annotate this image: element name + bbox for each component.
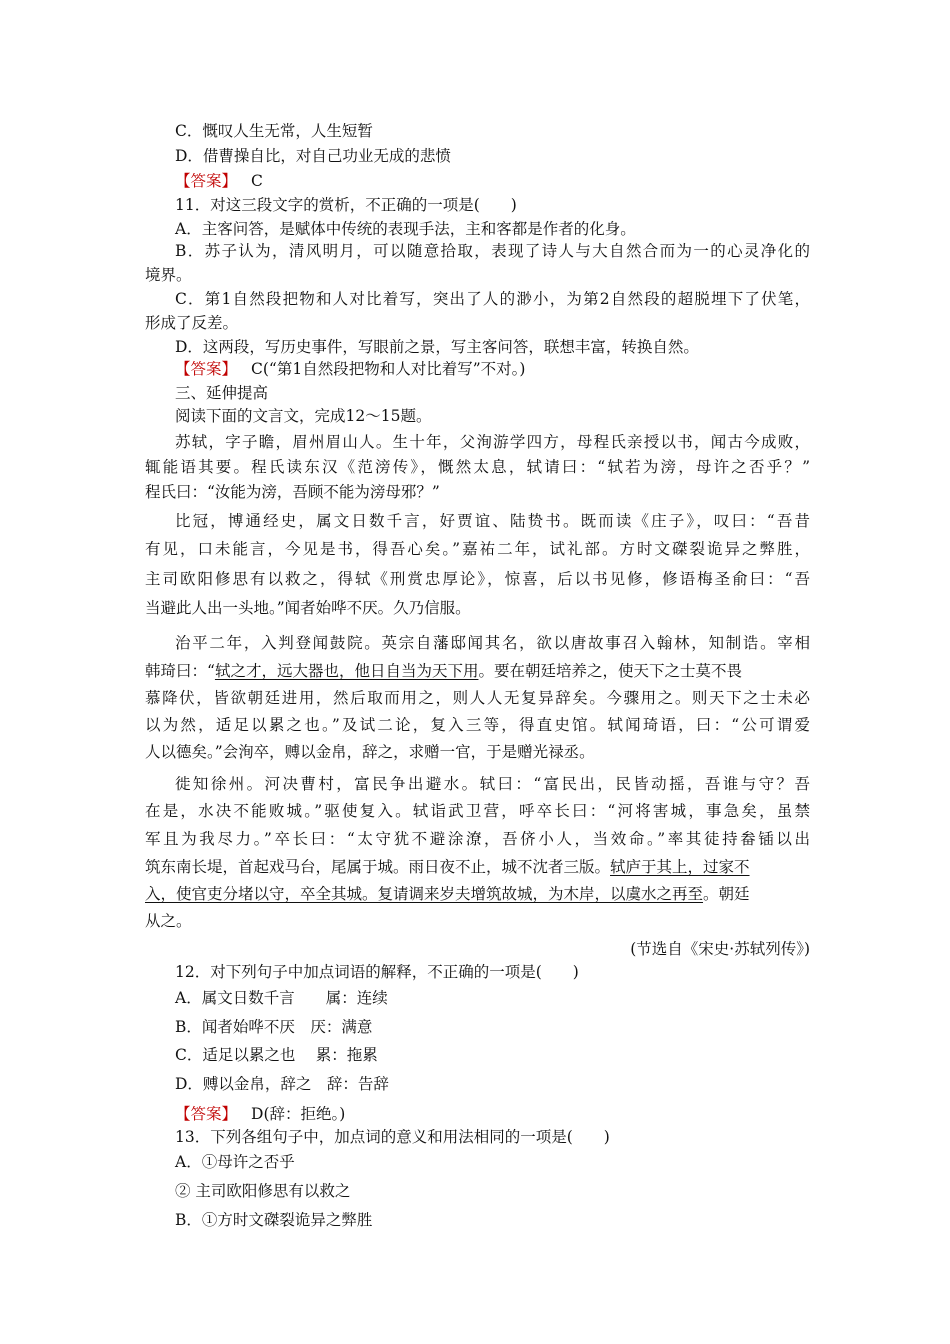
passage-p4-l5 (145, 883, 810, 905)
answer-tag: 【答案】 (175, 1105, 238, 1123)
q13-option-b1: B．①方时文磔裂诡异之弊胜 (175, 1211, 373, 1229)
passage-p3-l2 (145, 660, 810, 682)
passage-p3-l4: 以为然，适足以累之也。”及试二论，复入三等，得直史馆。轼闻琦语，曰：“公可谓爱 (145, 716, 810, 734)
passage-p3-l5: 人以德矣。”会洵卒，赙以金帛，辞之，求赠一官，于是赠光禄丞。 (145, 743, 595, 761)
question-11: 11．对这三段文字的赏析，不正确的一项是( ) (175, 196, 517, 214)
passage-p4-l4 (145, 856, 810, 878)
answer-tag: 【答案】 (175, 360, 238, 378)
answer-line-11 (145, 358, 810, 380)
question-13: 13．下列各组句子中，加点词的意义和用法相同的一项是( ) (175, 1128, 610, 1146)
passage-p4-l1: 徙知徐州。河决曹村，富民争出避水。轼曰：“富民出，民皆动摇，吾谁与守？吾 (175, 775, 810, 793)
text-segment: 。要在朝廷培养之，使天下之士莫不畏 (478, 662, 742, 680)
passage-p1-l2: 辄能语其要。程氏读东汉《范滂传》，慨然太息，轼请曰：“轼若为滂，母许之否乎？” (145, 458, 810, 476)
underlined-sentence: 轼之才，远大器也，他日自当为天下用 (214, 662, 479, 680)
passage-p2-l1: 比冠，博通经史，属文日数千言，好贾谊、陆贽书。既而读《庄子》，叹曰：“吾昔 (175, 512, 810, 530)
q13-option-a2: ② 主司欧阳修思有以救之 (175, 1182, 351, 1200)
q11-option-c: C．第1自然段把物和人对比着写，突出了人的渺小，为第2自然段的超脱埋下了伏笔， (175, 290, 810, 308)
passage-p1-l3: 程氏曰：“汝能为滂，吾顾不能为滂母邪？” (145, 483, 440, 501)
option-d-line: D．借曹操自比，对自己功业无成的悲愤 (175, 147, 451, 165)
passage-p4-l6: 从之。 (145, 912, 192, 930)
answer-value: C(“第1自然段把物和人对比着写”不对。) (251, 360, 526, 378)
passage-p4-l3: 军且为我尽力。”卒长曰：“太守犹不避涂潦，吾侪小人，当效命。”率其徒持畚锸以出 (145, 830, 810, 848)
source-citation: (节选自《宋史·苏轼列传》) (630, 940, 810, 958)
q11-option-b-cont: 境界。 (145, 266, 192, 284)
passage-p3-l1: 治平二年，入判登闻鼓院。英宗自藩邸闻其名，欲以唐故事召入翰林，知制诰。宰相 (175, 634, 810, 652)
text-segment: 。朝廷 (703, 885, 750, 903)
q11-option-c-cont: 形成了反差。 (145, 314, 239, 332)
answer-value: C (251, 172, 263, 190)
q12-option-a: A．属文日数千言 属：连续 (175, 989, 388, 1007)
passage-p2-l2: 有见，口未能言，今见是书，得吾心矣。”嘉祐二年，试礼部。方时文磔裂诡异之弊胜， (145, 540, 810, 558)
reading-instruction: 阅读下面的文言文，完成12～15题。 (175, 407, 432, 425)
passage-p2-l3: 主司欧阳修思有以救之，得轼《刑赏忠厚论》，惊喜，后以书见修，修语梅圣俞曰：“吾 (145, 570, 810, 588)
passage-p2-l4: 当避此人出一头地。”闻者始哗不厌。久乃信服。 (145, 599, 471, 617)
q11-option-a: A．主客问答，是赋体中传统的表现手法，主和客都是作者的化身。 (175, 220, 636, 238)
passage-p1-l1: 苏轼，字子瞻，眉州眉山人。生十年，父洵游学四方，母程氏亲授以书，闻古今成败， (175, 433, 810, 451)
underlined-sentence: 入，使官吏分堵以守，卒全其城。复请调来岁夫增筑故城，为木岸，以虞水之再至 (145, 885, 704, 903)
passage-p4-l2: 在是，水决不能败城。”驱使复入。轼诣武卫营，呼卒长曰：“河将害城，事急矣，虽禁 (145, 802, 810, 820)
question-12: 12．对下列句子中加点词语的解释，不正确的一项是( ) (175, 963, 579, 981)
q13-option-a1: A．①母许之否乎 (175, 1153, 295, 1171)
q11-option-b: B．苏子认为，清风明月，可以随意拾取，表现了诗人与大自然合而为一的心灵净化的 (175, 242, 810, 260)
underlined-sentence: 轼庐于其上，过家不 (610, 858, 750, 876)
passage-p3-l3: 慕降伏，皆欲朝廷进用，然后取而用之，则人人无复异辞矣。今骤用之。则天下之士未必 (145, 689, 810, 707)
text-segment: 韩琦曰：“ (145, 662, 215, 680)
answer-value: D(辞：拒绝。) (251, 1105, 346, 1123)
q12-option-c: C．适足以累之也 累：拖累 (175, 1046, 378, 1064)
q12-option-b: B．闻者始哗不厌 厌：满意 (175, 1018, 373, 1036)
answer-tag: 【答案】 (175, 172, 238, 190)
text-segment: 筑东南长堤，首起戏马台，尾属于城。雨日夜不止，城不沈者三版。 (145, 858, 611, 876)
q12-option-d: D．赙以金帛，辞之 辞：告辞 (175, 1075, 389, 1093)
q11-option-d: D．这两段，写历史事件，写眼前之景，写主客问答，联想丰富，转换自然。 (175, 338, 699, 356)
option-c-line: C．慨叹人生无常，人生短暂 (175, 122, 373, 140)
section-heading: 三、延伸提高 (175, 384, 269, 402)
answer-line-12 (145, 1103, 810, 1125)
answer-line-10 (145, 170, 810, 192)
